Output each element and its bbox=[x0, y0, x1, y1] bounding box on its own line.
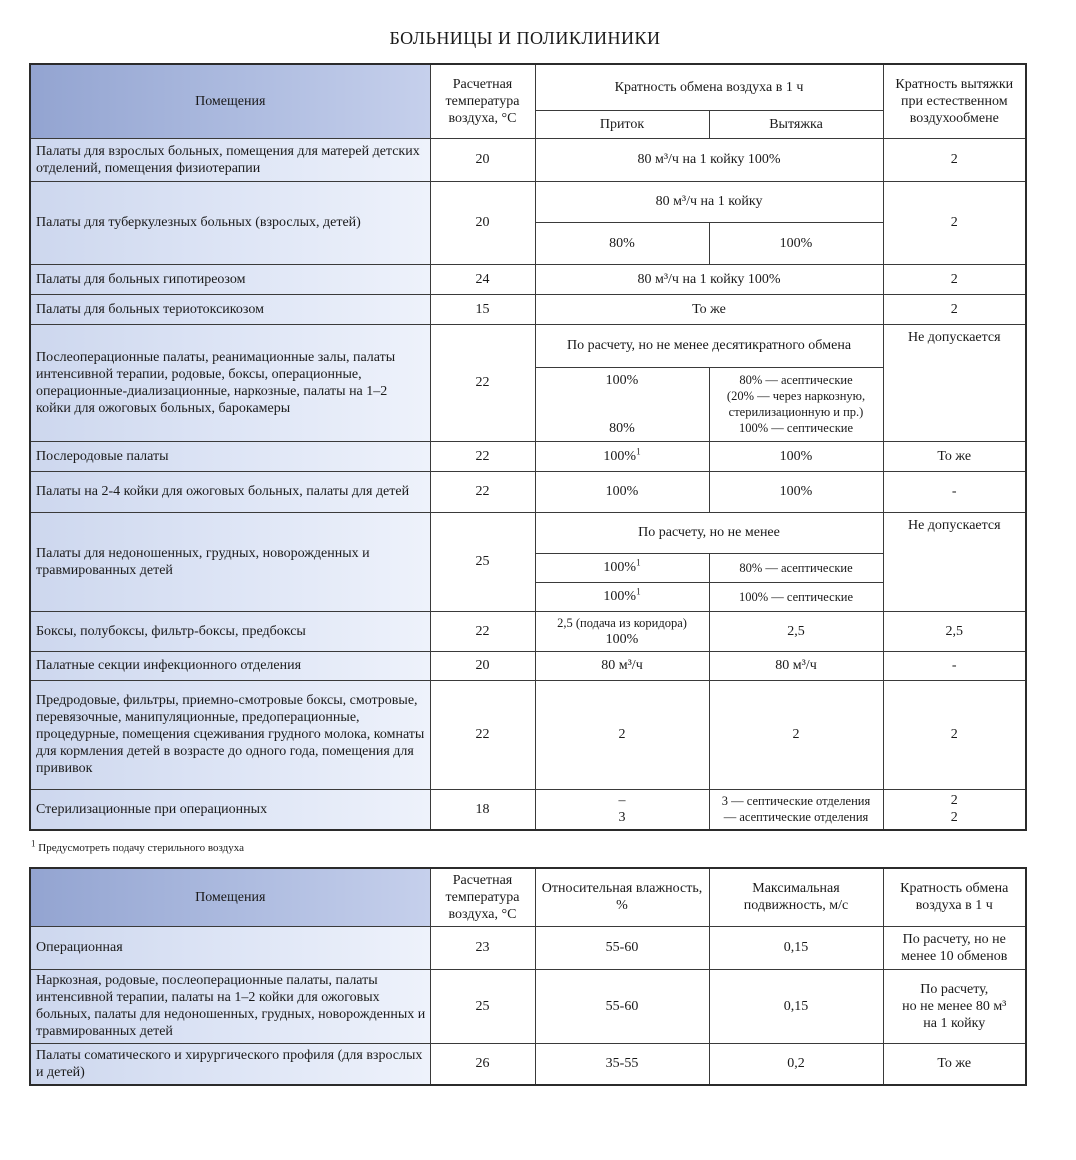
natural-value: 2,5 bbox=[883, 611, 1026, 651]
supply-value: 100%$^1$ bbox=[535, 441, 709, 471]
exhaust-value: 100% — септические bbox=[709, 582, 883, 611]
header-supply: Приток bbox=[535, 110, 709, 138]
header-mobility: Максимальная подвижность, м/с bbox=[709, 868, 883, 926]
table-row bbox=[30, 138, 1026, 181]
table-row bbox=[30, 264, 1026, 294]
table-row bbox=[30, 651, 1026, 680]
natural-value: - bbox=[883, 471, 1026, 512]
natural-value: Не допускается bbox=[883, 512, 1026, 611]
table-row bbox=[30, 294, 1026, 324]
supply-value: 100% 80% bbox=[535, 367, 709, 441]
room-name: Операционная bbox=[30, 926, 430, 969]
supply-value: 2,5 (подача из коридора) 100% bbox=[535, 611, 709, 651]
header-temp: Расчетная температура воздуха, °С bbox=[430, 868, 535, 926]
exchange-value: По расчету, но не менее bbox=[535, 512, 883, 553]
exhaust-value: 100% bbox=[709, 222, 883, 264]
temp-value: 25 bbox=[430, 512, 535, 611]
supply-value: 100%$^1$ bbox=[535, 582, 709, 611]
table-row bbox=[30, 441, 1026, 471]
humidity-value: 35-55 bbox=[535, 1043, 709, 1085]
exchange-value: То же bbox=[883, 1043, 1026, 1085]
table-row bbox=[30, 969, 1026, 1043]
microclimate-table bbox=[29, 867, 1027, 1086]
temp-value: 22 bbox=[430, 441, 535, 471]
supply-value: 100%$^1$ bbox=[535, 553, 709, 582]
mobility-value: 0,2 bbox=[709, 1043, 883, 1085]
table-row bbox=[30, 789, 1026, 830]
temp-value: 25 bbox=[430, 969, 535, 1043]
table-row bbox=[30, 1043, 1026, 1085]
footnote: $^1$ Предусмотреть подачу стерильного воздуха bbox=[31, 838, 244, 854]
exchange-value: 80 м³/ч на 1 койку bbox=[535, 181, 883, 222]
header-natural: Кратность вытяжки при естественном воздухообмене bbox=[883, 64, 1026, 138]
temp-value: 20 bbox=[430, 181, 535, 264]
supply-value: 80% bbox=[535, 222, 709, 264]
table-row bbox=[30, 181, 1026, 222]
mobility-value: 0,15 bbox=[709, 926, 883, 969]
table-row bbox=[30, 512, 1026, 553]
mobility-value: 0,15 bbox=[709, 969, 883, 1043]
temp-value: 20 bbox=[430, 138, 535, 181]
natural-value: 2 bbox=[883, 181, 1026, 264]
exchange-value: По расчету, но не менее 10 обменов bbox=[883, 926, 1026, 969]
natural-value: - bbox=[883, 651, 1026, 680]
room-name: Палаты для взрослых больных, помещения для матерей детских отделений, помещения физиотерапии bbox=[30, 138, 430, 181]
room-name: Наркозная, родовые, послеоперационные палаты, палаты интенсивной терапии, палаты на 1–2 койки для ожоговых больных, палаты для недоношенных, грудных, новорожденных и травмированных детей bbox=[30, 969, 430, 1043]
table-row bbox=[30, 471, 1026, 512]
room-name: Послеродовые палаты bbox=[30, 441, 430, 471]
room-name: Боксы, полубоксы, фильтр-боксы, предбоксы bbox=[30, 611, 430, 651]
temp-value: 26 bbox=[430, 1043, 535, 1085]
table-row bbox=[30, 926, 1026, 969]
exhaust-value: 80% — асептические (20% — через наркозную, стерилизационную и пр.) 100% — септические bbox=[709, 367, 883, 441]
natural-value: То же bbox=[883, 441, 1026, 471]
exchange-value: По расчету, но не менее 80 м³ на 1 койку bbox=[883, 969, 1026, 1043]
exchange-value: По расчету, но не менее десятикратного обмена bbox=[535, 324, 883, 367]
supply-value: 80 м³/ч bbox=[535, 651, 709, 680]
temp-value: 24 bbox=[430, 264, 535, 294]
supply-value: 2 bbox=[535, 680, 709, 789]
table-row bbox=[30, 611, 1026, 651]
header-rooms: Помещения bbox=[30, 64, 430, 138]
exhaust-value: 100% bbox=[709, 471, 883, 512]
room-name: Палаты соматического и хирургического профиля (для взрослых и детей) bbox=[30, 1043, 430, 1085]
header-humidity: Относительная влажность, % bbox=[535, 868, 709, 926]
room-name: Палаты на 2-4 койки для ожоговых больных, палаты для детей bbox=[30, 471, 430, 512]
exhaust-value: 80 м³/ч bbox=[709, 651, 883, 680]
temp-value: 23 bbox=[430, 926, 535, 969]
humidity-value: 55-60 bbox=[535, 926, 709, 969]
natural-value: 2 bbox=[883, 680, 1026, 789]
natural-value: 2 bbox=[883, 264, 1026, 294]
table-row bbox=[30, 324, 1026, 367]
temp-value: 20 bbox=[430, 651, 535, 680]
exchange-value: 80 м³/ч на 1 койку 100% bbox=[535, 138, 883, 181]
header-exhaust: Вытяжка bbox=[709, 110, 883, 138]
temp-value: 22 bbox=[430, 324, 535, 441]
temp-value: 22 bbox=[430, 680, 535, 789]
header-exchange: Кратность обмена воздуха в 1 ч bbox=[535, 64, 883, 110]
header-rooms: Помещения bbox=[30, 868, 430, 926]
room-name: Палаты для больных гипотиреозом bbox=[30, 264, 430, 294]
exchange-value: 80 м³/ч на 1 койку 100% bbox=[535, 264, 883, 294]
exhaust-value: 80% — асептические bbox=[709, 553, 883, 582]
room-name: Предродовые, фильтры, приемно-смотровые боксы, смотровые, перевязочные, манипуляционные, предоперационные, процедурные, помещения сцеживания грудного молока, комнаты для кормления детей в возрасте до одного года, помещения для прививок bbox=[30, 680, 430, 789]
exhaust-value: 3 — септические отделения — асептические отделения bbox=[709, 789, 883, 830]
header-temp: Расчетная температура воздуха, °С bbox=[430, 64, 535, 138]
natural-value: Не допускается bbox=[883, 324, 1026, 441]
natural-value: 2 bbox=[883, 138, 1026, 181]
room-name: Палаты для туберкулезных больных (взрослых, детей) bbox=[30, 181, 430, 264]
exchange-value: То же bbox=[535, 294, 883, 324]
room-name: Послеоперационные палаты, реанимационные залы, палаты интенсивной терапии, родовые, боксы, операционные, операционные-диализационные, наркозные, палаты на 1–2 койки для ожоговых больных, барокамеры bbox=[30, 324, 430, 441]
temp-value: 22 bbox=[430, 611, 535, 651]
exhaust-value: 2 bbox=[709, 680, 883, 789]
natural-value: 2 2 bbox=[883, 789, 1026, 830]
supply-value: – 3 bbox=[535, 789, 709, 830]
temp-value: 15 bbox=[430, 294, 535, 324]
ventilation-table bbox=[29, 63, 1027, 831]
humidity-value: 55-60 bbox=[535, 969, 709, 1043]
table-row bbox=[30, 680, 1026, 789]
temp-value: 22 bbox=[430, 471, 535, 512]
room-name: Палаты для больных териотоксикозом bbox=[30, 294, 430, 324]
page-title: БОЛЬНИЦЫ И ПОЛИКЛИНИКИ bbox=[389, 28, 661, 48]
room-name: Стерилизационные при операционных bbox=[30, 789, 430, 830]
supply-value: 100% bbox=[535, 471, 709, 512]
temp-value: 18 bbox=[430, 789, 535, 830]
room-name: Палаты для недоношенных, грудных, новорожденных и травмированных детей bbox=[30, 512, 430, 611]
exhaust-value: 2,5 bbox=[709, 611, 883, 651]
room-name: Палатные секции инфекционного отделения bbox=[30, 651, 430, 680]
header-exchange: Кратность обмена воздуха в 1 ч bbox=[883, 868, 1026, 926]
natural-value: 2 bbox=[883, 294, 1026, 324]
exhaust-value: 100% bbox=[709, 441, 883, 471]
